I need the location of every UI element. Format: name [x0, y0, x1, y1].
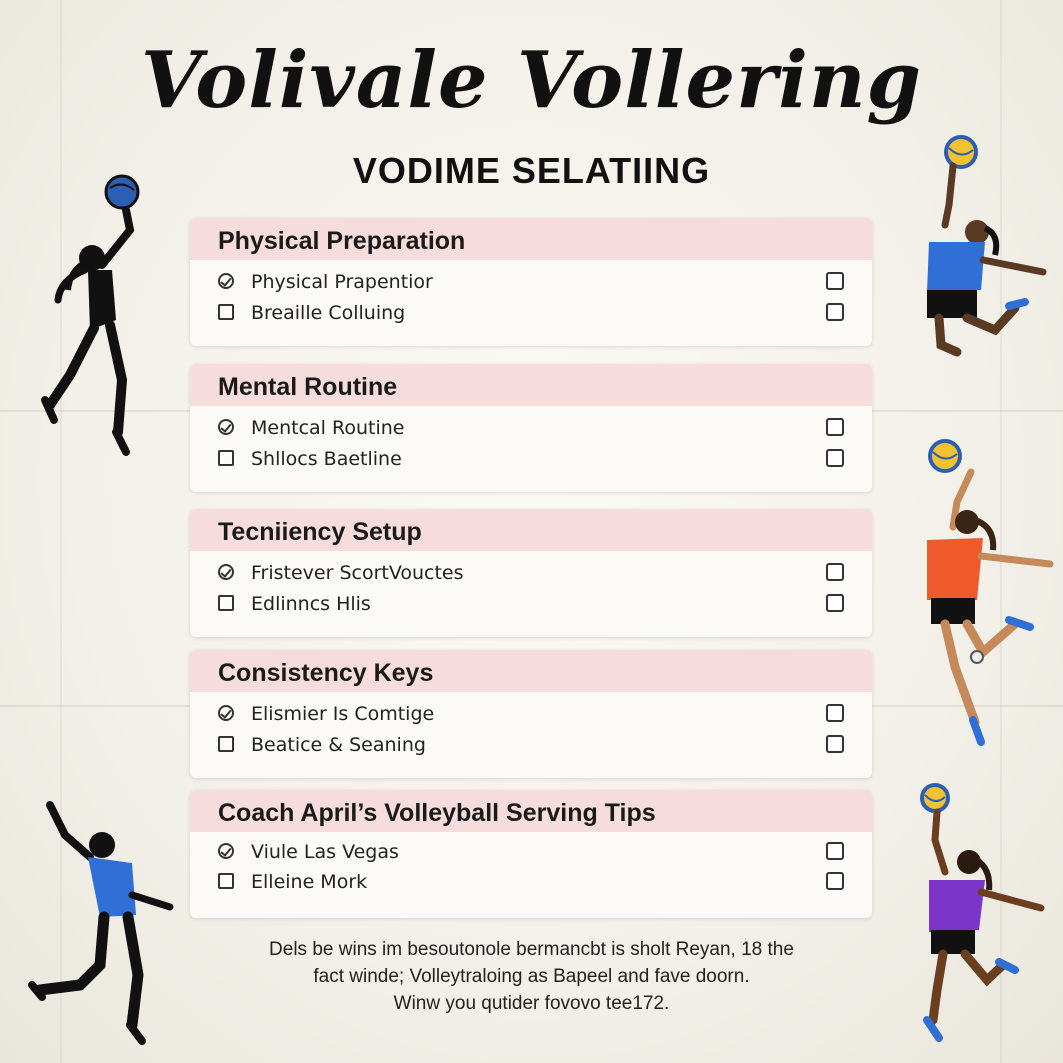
item-label: Shllocs Baetline — [251, 448, 402, 470]
section-card — [190, 509, 872, 637]
section-heading: Physical Preparation — [190, 218, 872, 260]
list-item — [218, 699, 844, 729]
checkbox-icon[interactable] — [826, 594, 844, 612]
list-item — [218, 298, 844, 328]
empty-box-icon — [218, 595, 234, 611]
check-circle-icon — [218, 564, 234, 580]
item-label: Elismier Is Comtige — [251, 703, 435, 725]
list-item — [218, 837, 844, 867]
checkbox-icon[interactable] — [826, 735, 844, 753]
check-circle-icon — [218, 419, 234, 435]
checkbox-icon[interactable] — [826, 842, 844, 860]
list-item — [218, 558, 844, 588]
section-card — [190, 218, 872, 346]
check-circle-icon — [218, 843, 234, 859]
empty-box-icon — [218, 873, 234, 889]
section-heading: Consistency Keys — [190, 650, 872, 692]
checkbox-icon[interactable] — [826, 418, 844, 436]
section-heading: Mental Routine — [190, 364, 872, 406]
checkbox-icon[interactable] — [826, 704, 844, 722]
item-label: Edlinncs Hlis — [251, 593, 371, 615]
checkbox-icon[interactable] — [826, 449, 844, 467]
player-silhouette-icon — [905, 130, 1055, 370]
empty-box-icon — [218, 304, 234, 320]
volleyball-icon — [106, 176, 138, 208]
checkbox-icon[interactable] — [826, 872, 844, 890]
player-silhouette-icon — [20, 795, 180, 1055]
footer-line: Winw you qutider fovovo tee172. — [393, 993, 670, 1014]
player-silhouette-icon — [905, 780, 1055, 1060]
player-silhouette-icon — [905, 432, 1055, 752]
list-item — [218, 589, 844, 619]
list-item — [218, 413, 844, 443]
list-item — [218, 730, 844, 760]
section-card — [190, 364, 872, 492]
check-circle-icon — [218, 705, 234, 721]
item-label: Fristever ScortVouctes — [251, 562, 464, 584]
item-label: Mentcal Routine — [251, 417, 405, 439]
item-label: Viule Las Vegas — [251, 841, 399, 863]
checkbox-icon[interactable] — [826, 563, 844, 581]
section-heading: Coach April’s Volleyball Serving Tips — [190, 790, 872, 832]
page-subtitle: VODIME SELATIING — [352, 150, 711, 191]
item-label: Beatice & Seaning — [251, 734, 426, 756]
section-card — [190, 650, 872, 778]
checkbox-icon[interactable] — [826, 272, 844, 290]
page-title: Volivale Vollering — [140, 35, 923, 126]
footer-line: Dels be wins im besoutonole bermancbt is sholt Reyan, 18 the — [269, 939, 794, 960]
empty-box-icon — [218, 450, 234, 466]
item-label: Elleine Mork — [251, 871, 368, 893]
item-label: Breaille Colluing — [251, 302, 406, 324]
section-card — [190, 790, 872, 918]
footer-line: fact winde; Volleytraloing as Bapeel and fave doorn. — [313, 966, 750, 987]
checkbox-icon[interactable] — [826, 303, 844, 321]
player-silhouette-icon — [30, 170, 160, 470]
item-label: Physical Prapentior — [251, 271, 433, 293]
list-item — [218, 444, 844, 474]
check-circle-icon — [218, 273, 234, 289]
section-heading: Tecniiency Setup — [190, 509, 872, 551]
list-item — [218, 267, 844, 297]
empty-box-icon — [218, 736, 234, 752]
list-item — [218, 867, 844, 897]
